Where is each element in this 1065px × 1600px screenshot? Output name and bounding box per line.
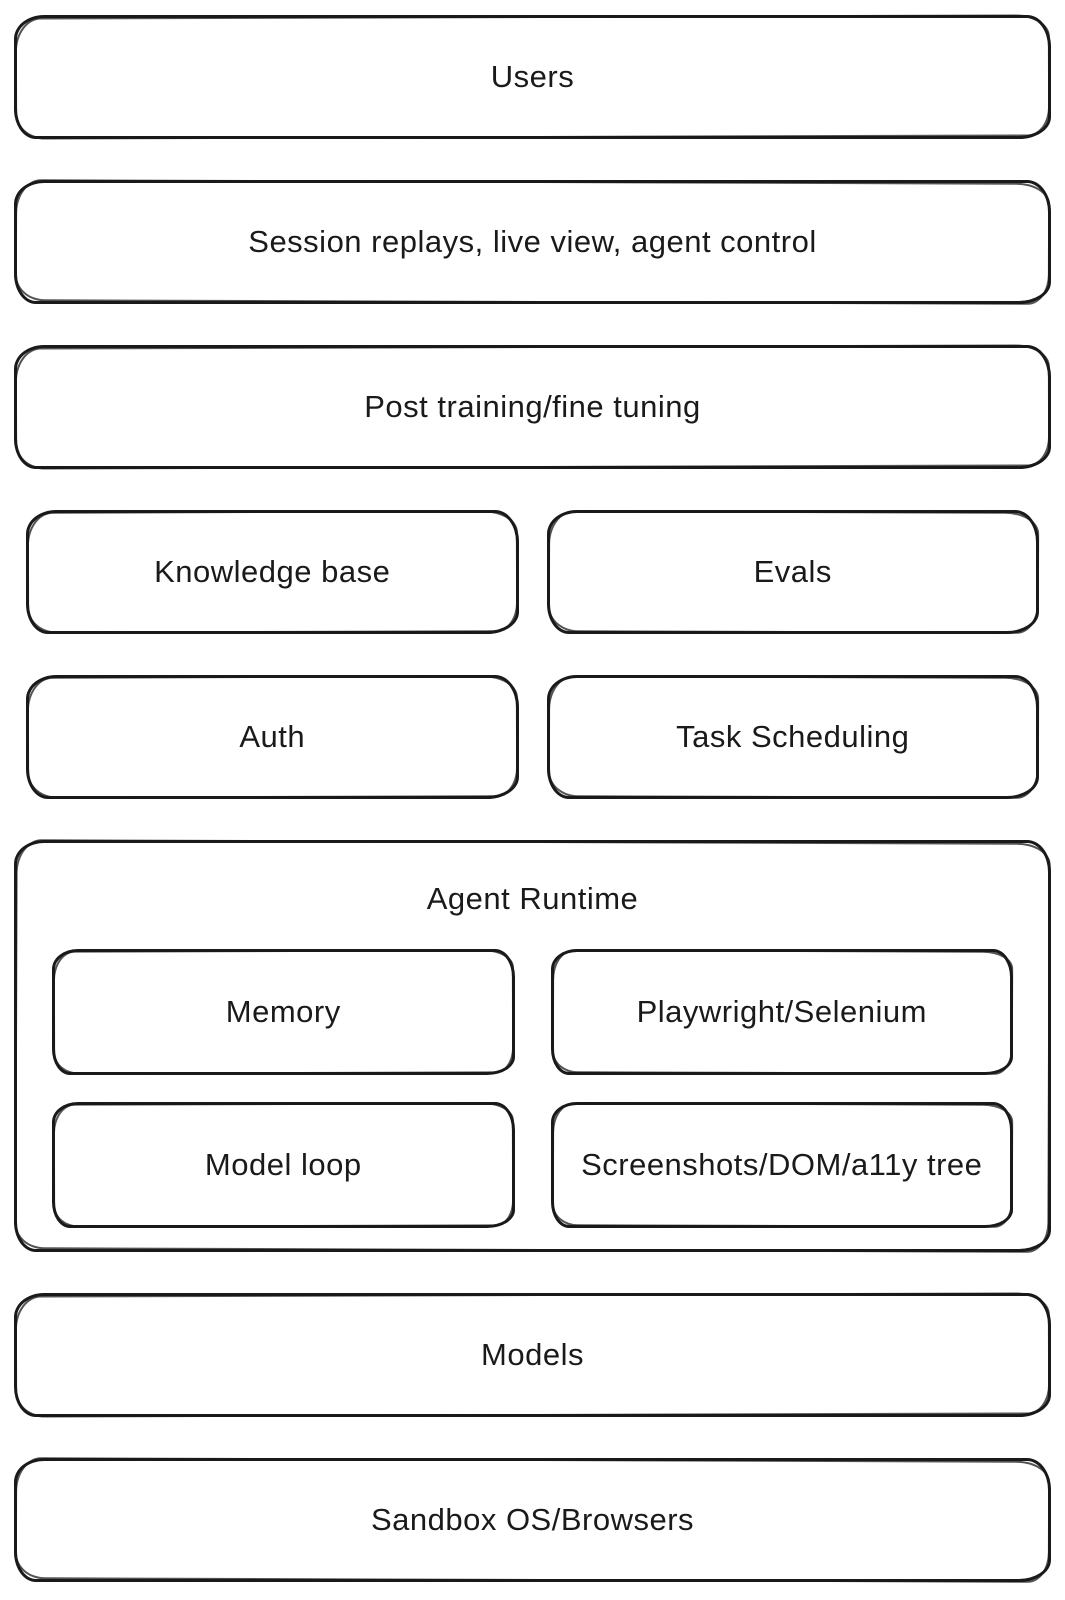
box-screenshots-dom-a11y-label: Screenshots/DOM/a11y tree <box>581 1147 983 1183</box>
box-evals-label: Evals <box>753 554 832 590</box>
box-agent-runtime-label: Agent Runtime <box>426 881 639 916</box>
box-auth-label: Auth <box>239 719 306 755</box>
box-evals <box>547 510 1040 634</box>
box-sandbox-os-browsers <box>14 1458 1051 1582</box>
row-modelloop-screenshots <box>52 1102 1013 1228</box>
box-session-replays <box>14 180 1051 304</box>
box-post-training-label: Post training/fine tuning <box>364 389 701 425</box>
box-knowledge-base <box>26 510 519 634</box>
box-model-loop-label: Model loop <box>204 1147 362 1183</box>
row-knowledge-evals <box>14 510 1051 634</box>
box-playwright-selenium-label: Playwright/Selenium <box>636 994 927 1030</box>
box-playwright-selenium <box>551 949 1014 1075</box>
box-memory <box>52 949 515 1075</box>
box-knowledge-base-label: Knowledge base <box>154 554 391 590</box>
box-session-replays-label: Session replays, live view, agent control <box>248 224 817 260</box>
box-task-scheduling <box>547 675 1040 799</box>
box-task-scheduling-label: Task Scheduling <box>676 719 910 755</box>
box-users <box>14 15 1051 139</box>
box-memory-label: Memory <box>225 994 341 1030</box>
row-auth-scheduling <box>14 675 1051 799</box>
box-post-training <box>14 345 1051 469</box>
box-users-label: Users <box>490 59 575 95</box>
box-auth <box>26 675 519 799</box>
box-screenshots-dom-a11y <box>551 1102 1014 1228</box>
box-models <box>14 1293 1051 1417</box>
row-memory-playwright <box>52 949 1013 1075</box>
box-models-label: Models <box>481 1337 584 1373</box>
box-agent-runtime <box>14 840 1051 1252</box>
box-model-loop <box>52 1102 515 1228</box>
box-sandbox-os-browsers-label: Sandbox OS/Browsers <box>370 1502 695 1538</box>
